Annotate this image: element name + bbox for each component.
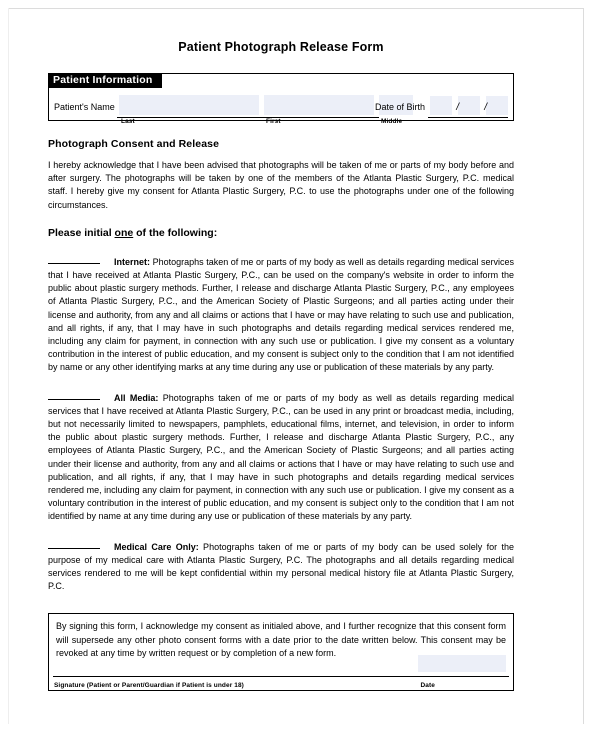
document-content — [48, 0, 514, 691]
patient-information-row — [49, 93, 513, 125]
signature-date-input[interactable] — [418, 655, 506, 672]
patient-first-name-input[interactable] — [264, 95, 374, 115]
page-title: Patient Photograph Release Form — [178, 40, 384, 54]
page-edge-left — [8, 8, 9, 724]
clause-all-media-initial-input[interactable] — [48, 399, 100, 400]
clause-medical-care-only-text: Photographs taken of me or parts of my body can be used solely for the purpose of my medical care with Atlanta Plastic Surgery, P.C. The photographs and all details regarding medical services rendered to me will be kept confidential within my personal medical history file at Atlanta Plastic Surgery, P.C. — [48, 541, 514, 592]
dob-month-input[interactable] — [430, 96, 452, 115]
initial-instruction-suffix: of the following: — [133, 226, 218, 239]
clause-all-media-name: All Media: — [114, 392, 159, 403]
consent-paragraph: I hereby acknowledge that I have been advised that photographs will be taken of me or parts of my body before and after surgery. The photographs will be taken by one of the members of the Atlanta Plastic Surgery, P.C. medical staff. I hereby give my consent for Atlanta Plastic Surgery, P.C. to use the photographs under one of the following circumstances. — [48, 160, 514, 210]
signature-acknowledgement-text: By signing this form, I acknowledge my consent as initialed above, and I further recognize that this consent form will supersede any other photo consent forms with a date prior to the date written below. This consent may be revoked at any time by written request or by completion of a new form. — [56, 621, 506, 658]
middle-name-sublabel: Middle — [381, 118, 403, 125]
dob-separator-2: / — [484, 102, 487, 113]
clause-all-media-text: Photographs taken of me or parts of my body as well as details regarding medical services that I have received at Atlanta Plastic Surgery, P.C., can be used in any print or broadcast media, including, but not necessarily limited to newspapers, pamphlets, educational films, internet, and television, in order to inform the public about plastic surgery methods. Further, I release and discharge Atlanta Plastic Surgery, P.C., any employees of Atlanta Plastic Surgery, P.C., and the American Society of Plastic Surgeons; and all parties acting under their license and authority, from any and all claims or actions that I have or may have relating to such use and publication, and all rights, if any, that I may have in such photographs and details regarding medical services rendered me, including any claim for payment, in connection with any such use or publication. I give my consent as a voluntary contribution in the interest of public education, and my consent is subject only to the condition that I am not identified by name at any time during any use or publication of these materials by any party. — [48, 392, 514, 522]
patient-information-banner: Patient Information — [48, 73, 162, 88]
dob-day-input[interactable] — [458, 96, 480, 115]
patient-information-section — [48, 73, 514, 125]
patient-name-rule — [117, 117, 379, 118]
clause-internet-initial-input[interactable] — [48, 263, 100, 264]
signature-label: Signature (Patient or Parent/Guardian if Patient is under 18) — [54, 682, 244, 690]
consent-heading: Photograph Consent and Release — [48, 138, 220, 150]
dob-year-input[interactable] — [486, 96, 508, 115]
clause-all-media — [48, 392, 514, 524]
first-name-sublabel: First — [266, 118, 281, 125]
dob-separator-1: / — [456, 102, 459, 113]
initial-instruction — [48, 227, 514, 239]
patient-name-label: Patient's Name — [54, 102, 115, 112]
initial-instruction-emphasis: one — [114, 226, 134, 239]
clause-internet — [48, 256, 514, 375]
clause-internet-name: Internet: — [114, 256, 150, 267]
clause-medical-care-only-name: Medical Care Only: — [114, 541, 199, 552]
last-name-sublabel: Last — [121, 118, 135, 125]
clause-internet-text: Photographs taken of me or parts of my body as well as details regarding medical services that I have received at Atlanta Plastic Surgery, P.C., can be used on the company's website in order to inform the public about plastic surgery methods. Further, I release and discharge Atlanta Plastic Surgery, P.C., any employees of Atlanta Plastic Surgery, P.C., and the American Society of Plastic Surgeons; and all parties acting under their license and authority, from any and all claims or actions that I have or may have relating to such use and publication, and all rights, if any, that I may have in such photographs and details regarding medical services rendered me, including any claim for payment, in connection with any such use or publication. I give my consent as a voluntary contribution in the interest of public education, and my consent is subject only to the condition that I am not identified by name or any other identifying marks at any time during any use or publication of these materials by any party. — [48, 256, 514, 373]
clause-medical-care-only-initial-input[interactable] — [48, 548, 100, 549]
date-of-birth-label: Date of Birth — [374, 102, 425, 112]
signature-rule — [53, 676, 509, 677]
patient-last-name-input[interactable] — [119, 95, 259, 115]
date-of-birth-rule — [428, 117, 508, 118]
initial-instruction-prefix: Please initial — [48, 226, 115, 239]
clause-medical-care-only — [48, 541, 514, 594]
signature-block — [48, 613, 514, 691]
page-edge-right — [583, 8, 584, 724]
signature-date-label: Date — [420, 682, 435, 690]
